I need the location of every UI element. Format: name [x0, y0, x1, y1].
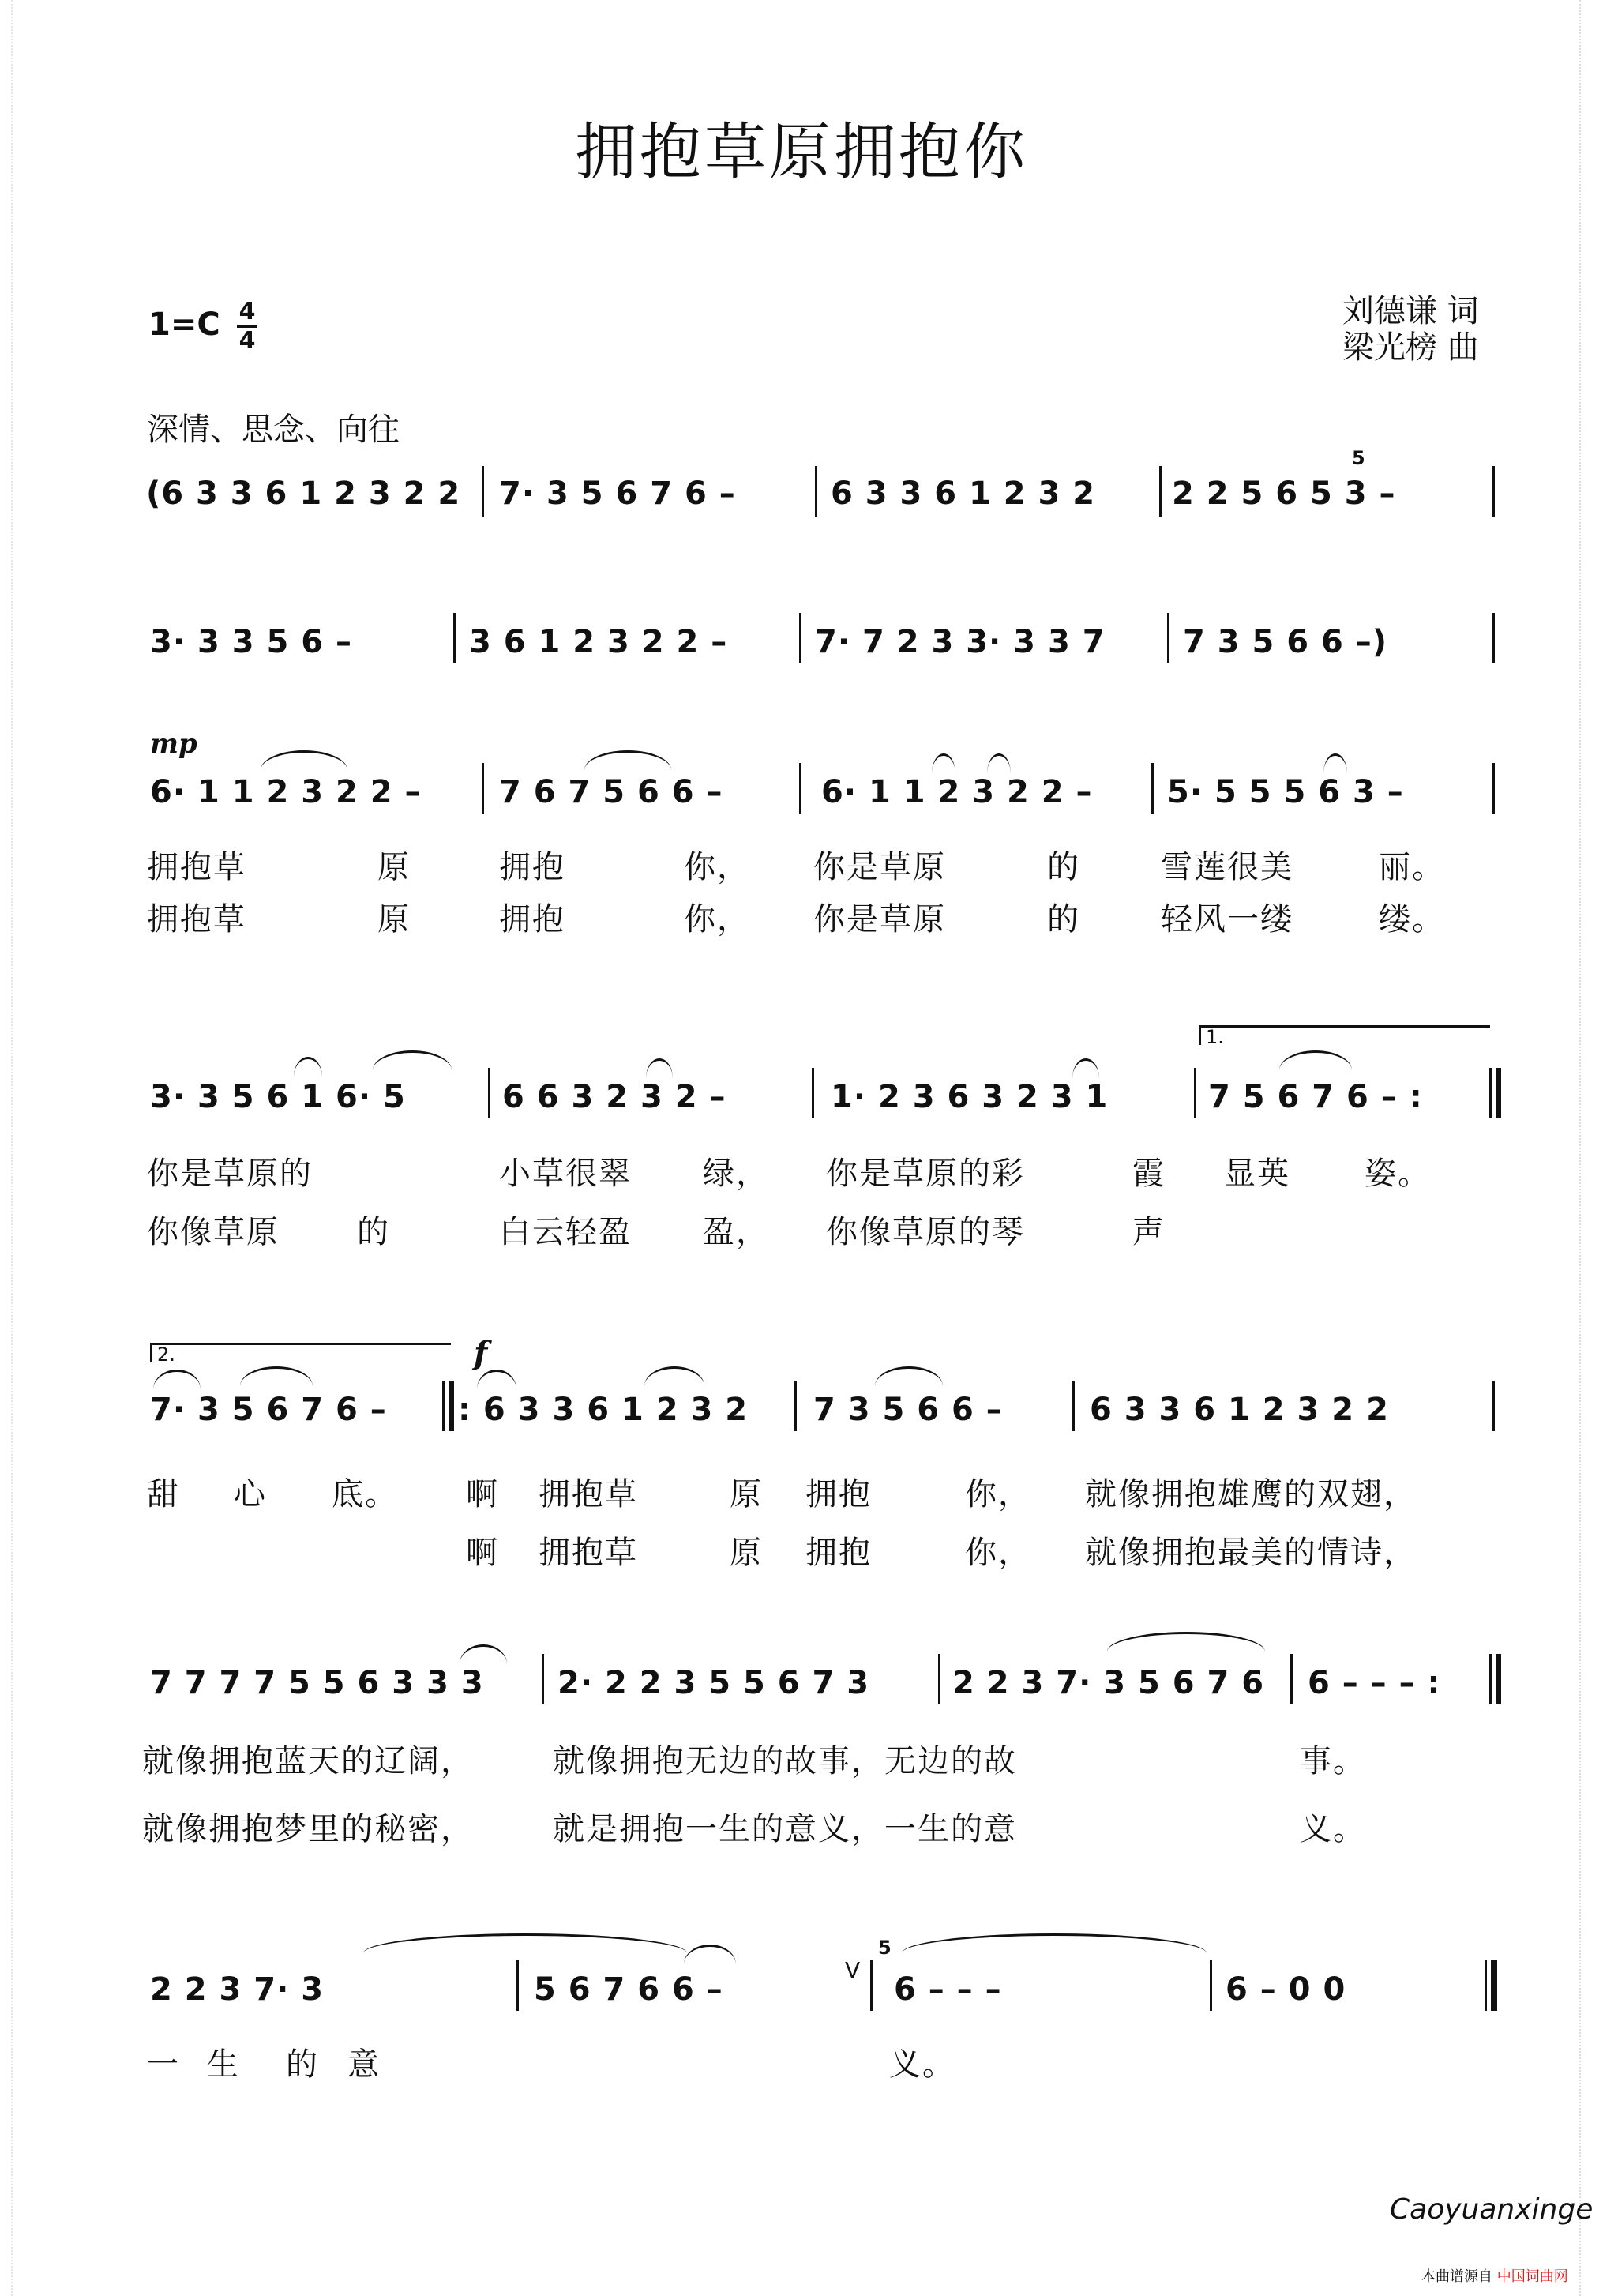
- measure-28: 6 – 0 0: [1226, 1971, 1346, 2008]
- lyric-v1-26: 就像拥抱无边的故事，无边的故: [553, 1743, 1017, 1779]
- lyricist-credit: 刘德谦 词: [1342, 293, 1479, 329]
- lyric-v2-20: 拥抱草: [539, 1535, 638, 1571]
- lyric-v1-14: 显英: [1224, 1156, 1290, 1192]
- lyric-v2-5: 你是草原: [813, 901, 946, 938]
- lyric-v2-3: 拥抱: [499, 901, 565, 938]
- watermark: Caoyuanxinge: [1390, 2193, 1594, 2226]
- lyric-v1-2: 原: [377, 849, 411, 885]
- expression-marking: 深情、思念、向往: [147, 411, 400, 448]
- measure-9: 6· 1 1 2 3 2 2 –: [150, 774, 422, 810]
- measure-13: 3· 3 5 6 1 6· 5: [150, 1079, 406, 1115]
- lyric-v2-19: 啊: [466, 1535, 499, 1571]
- dynamic-f: f: [474, 1335, 488, 1372]
- measure-1: (6 3 3 6 1 2 3 2 2: [146, 475, 461, 512]
- measure-24: 6 – – – :: [1308, 1665, 1441, 1701]
- lyric-coda-5: 义。: [889, 2046, 955, 2083]
- lyric-v1-5: 你是草原: [813, 849, 946, 885]
- lyric-v2-6: 的: [1047, 901, 1080, 938]
- lyric-v1-20: 拥抱草: [539, 1476, 638, 1513]
- lyric-v1-7: 雪莲很美: [1161, 849, 1293, 885]
- lyric-v1-8: 丽。: [1379, 849, 1445, 885]
- right-margin-strip: [1579, 0, 1603, 2296]
- measure-25: 2 2 3 7· 3: [150, 1971, 325, 2008]
- measure-27: 6 – – –: [894, 1971, 1002, 2008]
- lyric-v2-22: 拥抱: [805, 1535, 872, 1571]
- lyric-v2-12: 盈，: [703, 1214, 769, 1250]
- lyric-v1-16: 甜: [147, 1476, 180, 1513]
- key-signature: 1=C: [148, 306, 220, 343]
- lyric-v1-9: 你是草原的: [147, 1156, 313, 1192]
- measure-11: 6· 1 1 2 3 2 2 –: [821, 774, 1093, 810]
- lyric-v2-21: 原: [730, 1535, 763, 1571]
- left-margin-strip: [0, 0, 13, 2296]
- measure-21: 7 7 7 7 5 5 6 3 3 3: [150, 1665, 484, 1701]
- source-label: 本曲谱源自: [1421, 2268, 1492, 2285]
- lyric-v1-17: 心: [234, 1476, 267, 1513]
- lyric-v2-26: 就是拥抱一生的意义，一生的意: [553, 1811, 1017, 1847]
- lyric-v2-4: 你，: [684, 901, 750, 938]
- lyric-v1-25: 就像拥抱蓝天的辽阔，: [142, 1743, 474, 1779]
- lyric-v1-18: 底。: [332, 1476, 398, 1513]
- measure-19: 7 3 5 6 6 –: [813, 1392, 1003, 1428]
- source-site-link[interactable]: 中国词曲网: [1496, 2268, 1568, 2285]
- lyric-v1-27: 事。: [1300, 1743, 1366, 1779]
- measure-8: 7 3 5 6 6 –): [1183, 624, 1388, 660]
- lyric-v2-13: 你像草原的琴: [826, 1214, 1025, 1250]
- lyric-coda-4: 意: [347, 2046, 381, 2083]
- lyric-v2-24: 就像拥抱最美的情诗，: [1085, 1535, 1417, 1571]
- lyric-v2-9: 你像草原: [147, 1214, 280, 1250]
- grace-note: 5: [1352, 447, 1365, 469]
- lyric-v2-25: 就像拥抱梦里的秘密，: [142, 1811, 474, 1847]
- measure-4: 2 2 5 6 5 3 –: [1172, 475, 1396, 512]
- measure-23: 2 2 3 7· 3 5 6 7 6: [952, 1665, 1265, 1701]
- measure-10: 7 6 7 5 6 6 –: [499, 774, 723, 810]
- measure-17: 7· 3 5 6 7 6 –: [150, 1392, 387, 1428]
- lyric-v2-1: 拥抱草: [147, 901, 246, 938]
- grace-note-coda: 5: [878, 1937, 892, 1959]
- lyric-v1-21: 原: [730, 1476, 763, 1513]
- measure-22: 2· 2 2 3 5 5 6 7 3: [557, 1665, 870, 1701]
- first-ending-bracket: 1.: [1199, 1025, 1490, 1045]
- measure-16: 7 5 6 7 6 – :: [1208, 1079, 1423, 1115]
- measure-20: 6 3 3 6 1 2 3 2 2: [1090, 1392, 1389, 1428]
- second-ending-bracket: 2.: [150, 1343, 451, 1362]
- measure-6: 3 6 1 2 3 2 2 –: [469, 624, 728, 660]
- lyric-v2-14: 声: [1132, 1214, 1166, 1250]
- composer-credit: 梁光榜 曲: [1342, 329, 1479, 366]
- lyric-v1-15: 姿。: [1365, 1156, 1431, 1192]
- lyric-v1-3: 拥抱: [499, 849, 565, 885]
- lyric-v2-10: 的: [357, 1214, 390, 1250]
- measure-26: 5 6 7 6 6 –: [534, 1971, 723, 2008]
- meter-top: 4: [238, 298, 256, 325]
- lyric-v1-1: 拥抱草: [147, 849, 246, 885]
- measure-14: 6 6 3 2 3 2 –: [502, 1079, 726, 1115]
- breath-mark: V: [845, 1957, 861, 1983]
- lyric-v1-12: 你是草原的彩: [826, 1156, 1025, 1192]
- measure-5: 3· 3 3 5 6 –: [150, 624, 352, 660]
- lyric-v2-23: 你，: [965, 1535, 1031, 1571]
- lyric-v2-27: 义。: [1300, 1811, 1366, 1847]
- measure-15: 1· 2 3 6 3 2 3 1: [831, 1079, 1109, 1115]
- lyric-v1-23: 你，: [965, 1476, 1031, 1513]
- lyric-v1-11: 绿，: [703, 1156, 769, 1192]
- lyric-v1-24: 就像拥抱雄鹰的双翅，: [1085, 1476, 1417, 1513]
- lyric-coda-2: 生: [207, 2046, 240, 2083]
- lyric-v1-10: 小草很翠: [499, 1156, 632, 1192]
- measure-7: 7· 7 2 3 3· 3 3 7: [815, 624, 1106, 660]
- lyric-v1-22: 拥抱: [805, 1476, 872, 1513]
- dynamic-mp: mp: [150, 728, 197, 760]
- lyric-coda-3: 的: [286, 2046, 319, 2083]
- lyric-v2-2: 原: [377, 901, 411, 938]
- lyric-v2-11: 白云轻盈: [499, 1214, 632, 1250]
- lyric-v2-7: 轻风一缕: [1161, 901, 1293, 938]
- lyric-v1-13: 霞: [1132, 1156, 1166, 1192]
- lyric-v1-4: 你，: [684, 849, 750, 885]
- source-note: [1421, 2265, 1568, 2286]
- lyric-coda-1: 一: [147, 2046, 180, 2083]
- song-title: 拥抱草原拥抱你: [574, 117, 1028, 188]
- measure-18: : 6 3 3 6 1 2 3 2: [458, 1392, 749, 1428]
- measure-2: 7· 3 5 6 7 6 –: [499, 475, 736, 512]
- lyric-v1-19: 啊: [466, 1476, 499, 1513]
- measure-3: 6 3 3 6 1 2 3 2: [831, 475, 1096, 512]
- time-signature: [237, 300, 257, 353]
- meter-bottom: 4: [238, 327, 256, 355]
- lyric-v1-6: 的: [1047, 849, 1080, 885]
- lyric-v2-8: 缕。: [1379, 901, 1445, 938]
- measure-12: 5· 5 5 5 6 3 –: [1167, 774, 1404, 810]
